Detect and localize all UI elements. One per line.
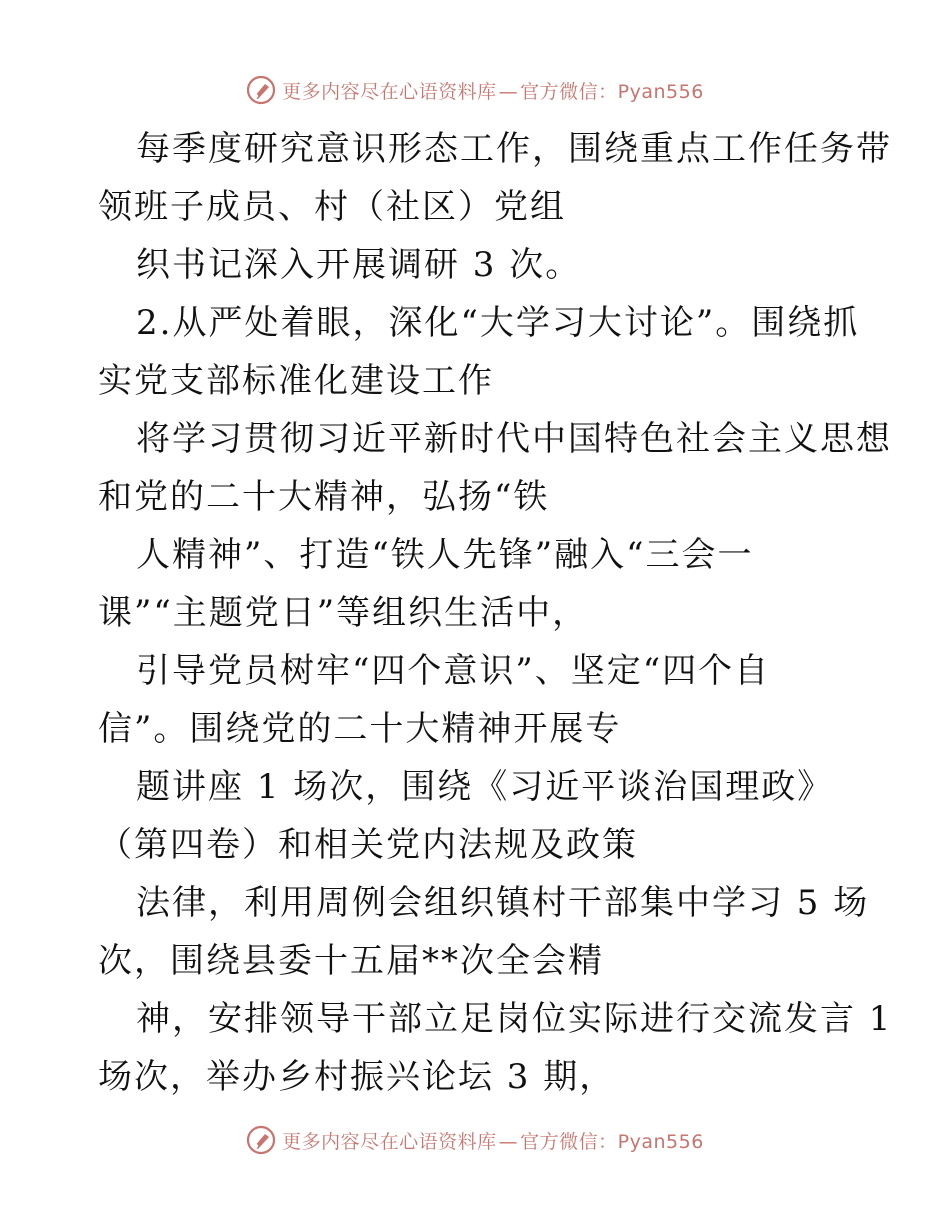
watermark-separator: — xyxy=(498,80,519,103)
text-line: 神，安排领导干部立足岗位实际进行交流发言 1 xyxy=(136,999,893,1039)
watermark-separator: — xyxy=(498,1130,519,1153)
watermark-brand: 更多内容尽在心语资料库 xyxy=(282,80,497,103)
footer-watermark xyxy=(0,1120,950,1160)
header-watermark xyxy=(0,70,950,110)
text-line: 将学习贯彻习近平新时代中国特色社会主义思想 xyxy=(136,419,892,459)
text-line: 法律，利用周例会组织镇村干部集中学习 5 场 xyxy=(136,883,870,923)
text-line: 2.从严处着眼，深化“大学习大讨论”。围绕抓 xyxy=(136,303,860,343)
watermark-contact: 官方微信：Pyan556 xyxy=(520,80,704,103)
text-line: 每季度研究意识形态工作，围绕重点工作任务带 xyxy=(136,129,892,169)
text-line: 领班子成员、村（社区）党组 xyxy=(98,187,566,227)
text-line: 课”“主题党日”等组织生活中， xyxy=(98,593,589,633)
text-line: 和党的二十大精神，弘扬“铁 xyxy=(98,477,550,517)
text-line: （第四卷）和相关党内法规及政策 xyxy=(98,825,638,865)
text-line: 场次，举办乡村振兴论坛 3 期， xyxy=(98,1057,616,1097)
pen-nib-logo-icon xyxy=(246,75,276,105)
text-line: 题讲座 1 场次，围绕《习近平谈治国理政》 xyxy=(136,767,834,807)
text-line: 引导党员树牢“四个意识”、坚定“四个自 xyxy=(136,651,771,691)
text-line: 实党支部标准化建设工作 xyxy=(98,361,494,401)
text-line: 人精神”、打造“铁人先锋”融入“三会一 xyxy=(136,535,754,575)
text-line: 信”。围绕党的二十大精神开展专 xyxy=(98,709,622,749)
text-line: 次，围绕县委十五届**次全会精 xyxy=(98,941,604,981)
watermark-brand: 更多内容尽在心语资料库 xyxy=(282,1130,497,1153)
watermark-contact: 官方微信：Pyan556 xyxy=(520,1130,704,1153)
pen-nib-logo-icon xyxy=(246,1125,276,1155)
text-line: 织书记深入开展调研 3 次。 xyxy=(136,245,582,285)
document-body xyxy=(98,120,893,1106)
